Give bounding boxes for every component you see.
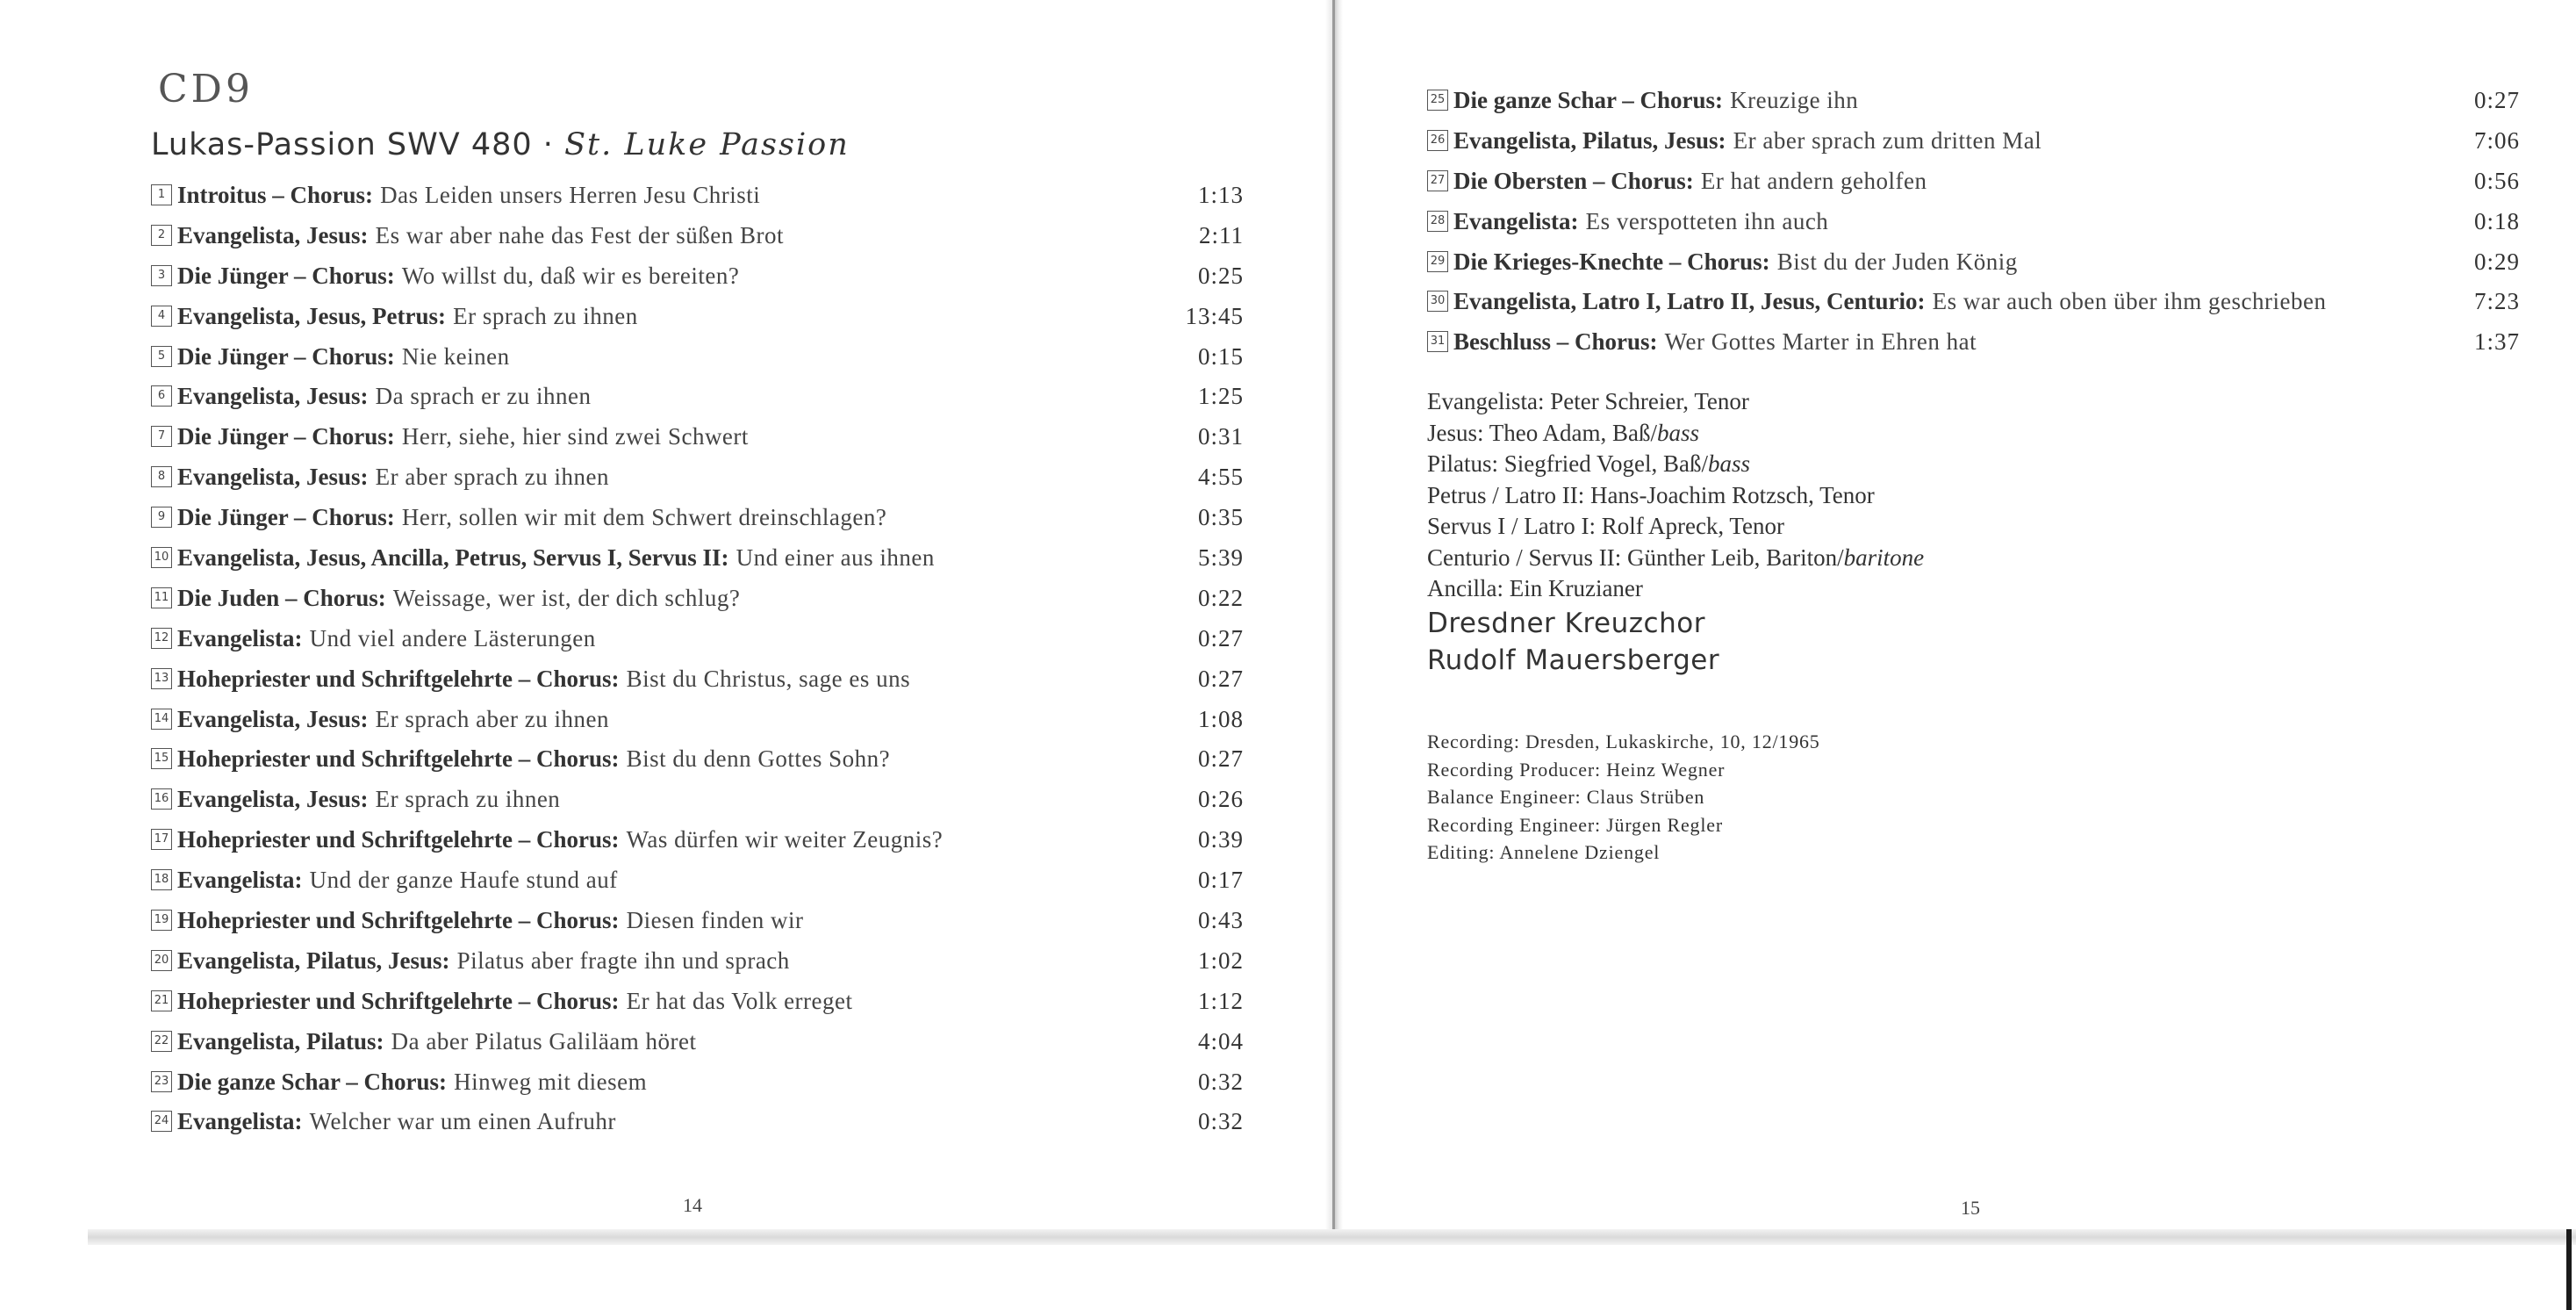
track-duration: 1:02 (1197, 947, 1244, 974)
track-text: Er hat andern geholfen (1700, 167, 1927, 194)
track-text: Er aber sprach zum dritten Mal (1733, 126, 2042, 154)
track-row (151, 381, 1244, 421)
track-number-box: 23 (151, 1071, 172, 1092)
cast-text: Ancilla: Ein Kruzianer (1427, 575, 1643, 601)
track-text: Pilatus aber fragte ihn und sprach (456, 947, 790, 974)
track-row (151, 583, 1244, 623)
track-duration: 0:39 (1197, 826, 1244, 853)
track-row (151, 301, 1244, 342)
track-roles: Evangelista, Jesus: (177, 705, 369, 732)
track-row (1427, 126, 2520, 166)
track-text: Da aber Pilatus Galiläam höret (391, 1027, 697, 1054)
track-duration: 0:25 (1197, 262, 1244, 289)
track-text: Es war aber nahe das Fest der süßen Brot (375, 221, 785, 248)
track-text: Was dürfen wir weiter Zeugnis? (626, 826, 944, 853)
track-number-box: 11 (151, 587, 172, 608)
track-number-box: 18 (151, 869, 172, 890)
track-row (151, 623, 1244, 664)
track-number-box: 26 (1427, 130, 1448, 151)
track-number-box: 14 (151, 709, 172, 730)
track-row (151, 784, 1244, 824)
cast-text: Pilatus: Siegfried Vogel, Baß/ (1427, 450, 1708, 477)
track-number-box: 1 (151, 184, 172, 205)
cast-text: Petrus / Latro II: Hans-Joachim Rotzsch, Tenor (1427, 481, 1875, 508)
track-roles: Evangelista: (1453, 207, 1579, 234)
track-duration: 0:27 (2473, 87, 2520, 113)
cast-voice-en: bass (1656, 419, 1699, 446)
track-roles: Evangelista, Latro I, Latro II, Jesus, Centurio: (1453, 288, 1926, 315)
track-number-box: 2 (151, 225, 172, 246)
track-row (151, 865, 1244, 905)
cast-line (1427, 480, 2217, 512)
track-roles: Evangelista: (177, 867, 303, 894)
track-text: Herr, sollen wir mit dem Schwert dreinschlagen? (401, 504, 887, 531)
track-duration: 0:27 (1197, 745, 1244, 773)
track-text: Herr, siehe, hier sind zwei Schwert (401, 423, 749, 450)
cast-line (1427, 573, 2217, 605)
track-number-box: 19 (151, 910, 172, 931)
track-text: Hinweg mit diesem (454, 1068, 648, 1095)
track-row (151, 543, 1244, 583)
track-row (151, 905, 1244, 946)
track-duration: 0:56 (2473, 167, 2520, 194)
track-text: Bist du der Juden König (1776, 248, 2018, 275)
credit-line: Balance Engineer: Claus Strüben (1427, 786, 1705, 808)
track-roles: Evangelista, Jesus, Ancilla, Petrus, Servus I, Servus II: (177, 544, 729, 572)
track-duration: 0:18 (2473, 207, 2520, 234)
cast-text: Evangelista: Peter Schreier, Tenor (1427, 388, 1749, 414)
track-number-box: 7 (151, 426, 172, 447)
cast-list (1427, 386, 2217, 679)
cast-line (1427, 449, 2217, 480)
track-duration: 0:22 (1197, 584, 1244, 611)
cast-text: Servus I / Latro I: Rolf Apreck, Tenor (1427, 513, 1785, 539)
track-number-box: 27 (1427, 170, 1448, 191)
track-duration: 0:35 (1197, 504, 1244, 531)
track-duration: 1:12 (1197, 987, 1244, 1014)
cast-line (1427, 386, 2217, 418)
track-row (151, 946, 1244, 986)
track-text: Bist du Christus, sage es uns (626, 665, 911, 692)
cast-line (1427, 418, 2217, 450)
page-edge (2566, 1229, 2572, 1310)
tracklist-left (151, 180, 1244, 1147)
track-text: Bist du denn Gottes Sohn? (626, 745, 891, 773)
track-duration: 0:31 (1197, 423, 1244, 450)
track-text: Und einer aus ihnen (735, 544, 935, 572)
track-roles: Evangelista, Pilatus: (177, 1027, 384, 1054)
track-roles: Evangelista, Jesus: (177, 383, 369, 410)
work-title (151, 127, 850, 162)
track-number-box: 21 (151, 990, 172, 1011)
track-row (151, 261, 1244, 301)
track-duration: 0:17 (1197, 867, 1244, 894)
track-row (151, 342, 1244, 382)
track-roles: Hohepriester und Schriftgelehrte – Chorus: (177, 987, 620, 1014)
track-number-box: 17 (151, 829, 172, 850)
track-roles: Evangelista, Pilatus, Jesus: (1453, 126, 1726, 154)
track-roles: Die Jünger – Chorus: (177, 423, 395, 450)
track-duration: 4:04 (1197, 1027, 1244, 1054)
track-duration: 0:32 (1197, 1068, 1244, 1095)
tracklist-right (1427, 85, 2520, 367)
credit-line: Recording Producer: Heinz Wegner (1427, 758, 1726, 781)
track-number-box: 4 (151, 306, 172, 327)
track-roles: Die Jünger – Chorus: (177, 504, 395, 531)
track-roles: Evangelista, Jesus, Petrus: (177, 302, 446, 329)
cast-text: Jesus: Theo Adam, Baß/ (1427, 419, 1657, 446)
track-number-box: 12 (151, 628, 172, 649)
track-number-box: 25 (1427, 90, 1448, 111)
track-duration: 0:43 (1197, 907, 1244, 934)
track-number-box: 15 (151, 748, 172, 769)
track-row (151, 744, 1244, 784)
track-roles: Hohepriester und Schriftgelehrte – Chorus: (177, 907, 620, 934)
track-number-box: 6 (151, 385, 172, 407)
track-text: Welcher war um einen Aufruhr (309, 1108, 616, 1135)
track-number-box: 8 (151, 466, 172, 487)
track-text: Es war auch oben über ihm geschrieben (1932, 288, 2327, 315)
track-text: Er hat das Volk erreget (626, 987, 853, 1014)
track-text: Wo willst du, daß wir es bereiten? (401, 262, 740, 289)
track-number-box: 3 (151, 265, 172, 286)
track-row (1427, 327, 2520, 367)
track-row (1427, 206, 2520, 247)
track-text: Da sprach er zu ihnen (375, 383, 592, 410)
track-number-box: 13 (151, 668, 172, 689)
track-row (151, 220, 1244, 261)
track-roles: Evangelista, Pilatus, Jesus: (177, 947, 450, 974)
work-title-german: Lukas-Passion SWV 480 (151, 127, 533, 162)
track-number-box: 16 (151, 788, 172, 810)
track-row (151, 421, 1244, 462)
track-text: Das Leiden unsers Herren Jesu Christi (380, 182, 761, 208)
track-duration: 0:32 (1197, 1108, 1244, 1135)
track-roles: Introitus – Chorus: (177, 182, 374, 208)
track-roles: Die Krieges-Knechte – Chorus: (1453, 248, 1770, 275)
track-text: Er sprach zu ihnen (375, 786, 561, 813)
track-row (1427, 286, 2520, 327)
cast-voice-en: baritone (1843, 543, 1925, 571)
track-row (151, 704, 1244, 745)
work-title-separator: · (542, 127, 554, 162)
track-duration: 0:29 (2473, 248, 2520, 275)
track-text: Er sprach aber zu ihnen (375, 705, 610, 732)
cast-text: Centurio / Servus II: Günther Leib, Bariton/ (1427, 543, 1844, 571)
track-row (151, 462, 1244, 502)
track-number-box: 20 (151, 950, 172, 971)
performer-name: Dresdner Kreuzchor (1427, 607, 1705, 639)
track-row (151, 180, 1244, 220)
page-number-left: 14 (683, 1194, 702, 1216)
track-roles: Die ganze Schar – Chorus: (1453, 87, 1723, 113)
track-roles: Hohepriester und Schriftgelehrte – Chorus: (177, 665, 620, 692)
track-roles: Evangelista: (177, 624, 303, 651)
track-number-box: 31 (1427, 331, 1448, 352)
cast-voice-en: bass (1708, 450, 1751, 477)
track-text: Nie keinen (401, 342, 510, 370)
track-text: Diesen finden wir (626, 907, 804, 934)
work-title-english: St. Luke Passion (564, 127, 850, 162)
track-number-box: 10 (151, 547, 172, 568)
track-roles: Die Obersten – Chorus: (1453, 167, 1694, 194)
track-duration: 13:45 (1185, 302, 1244, 329)
page-bottom-shadow (88, 1229, 2576, 1245)
track-text: Kreuzige ihn (1730, 87, 1859, 113)
credit-line: Editing: Annelene Dziengel (1427, 841, 1661, 863)
gutter-fold-line (1332, 0, 1335, 1234)
track-row (151, 1026, 1244, 1067)
track-row (151, 1106, 1244, 1147)
track-duration: 0:26 (1197, 786, 1244, 813)
track-row (1427, 85, 2520, 126)
track-roles: Evangelista, Jesus: (177, 464, 369, 491)
track-number-box: 30 (1427, 291, 1448, 312)
track-roles: Die Juden – Chorus: (177, 584, 386, 611)
track-roles: Hohepriester und Schriftgelehrte – Chorus: (177, 745, 620, 773)
track-text: Wer Gottes Marter in Ehren hat (1664, 328, 1977, 356)
credit-line: Recording Engineer: Jürgen Regler (1427, 813, 1723, 836)
track-number-box: 29 (1427, 251, 1448, 272)
track-row (1427, 247, 2520, 287)
track-row (151, 664, 1244, 704)
track-text: Und viel andere Lästerungen (309, 624, 596, 651)
track-duration: 4:55 (1197, 464, 1244, 491)
track-roles: Die ganze Schar – Chorus: (177, 1068, 447, 1095)
track-number-box: 24 (151, 1111, 172, 1132)
track-number-box: 28 (1427, 211, 1448, 232)
track-row (151, 1067, 1244, 1107)
track-number-box: 5 (151, 346, 172, 367)
track-duration: 1:08 (1197, 705, 1244, 732)
track-duration: 0:27 (1197, 665, 1244, 692)
track-text: Er aber sprach zu ihnen (375, 464, 610, 491)
track-text: Er sprach zu ihnen (453, 302, 638, 329)
track-roles: Die Jünger – Chorus: (177, 342, 395, 370)
track-row (151, 824, 1244, 865)
recording-credits (1427, 729, 1820, 867)
track-roles: Evangelista, Jesus: (177, 786, 369, 813)
credit-line: Recording: Dresden, Lukaskirche, 10, 12/1965 (1427, 731, 1820, 752)
track-number-box: 9 (151, 507, 172, 528)
track-duration: 2:11 (1199, 221, 1244, 248)
page-number-right: 15 (1961, 1197, 1980, 1219)
track-text: Es verspotteten ihn auch (1585, 207, 1829, 234)
cast-line (1427, 511, 2217, 543)
track-text: Und der ganze Haufe stund auf (309, 867, 618, 894)
track-roles: Beschluss – Chorus: (1453, 328, 1658, 356)
track-row (151, 502, 1244, 543)
track-duration: 1:25 (1197, 383, 1244, 410)
performer-name: Rudolf Mauersberger (1427, 644, 1720, 676)
left-page (0, 0, 1325, 1229)
track-roles: Hohepriester und Schriftgelehrte – Chorus: (177, 826, 620, 853)
track-row (151, 986, 1244, 1026)
track-text: Weissage, wer ist, der dich schlug? (392, 584, 741, 611)
track-duration: 0:27 (1197, 624, 1244, 651)
track-roles: Evangelista: (177, 1108, 303, 1135)
track-duration: 7:23 (2473, 288, 2520, 315)
track-roles: Evangelista, Jesus: (177, 221, 369, 248)
track-duration: 1:37 (2473, 328, 2520, 356)
track-row (1427, 166, 2520, 206)
track-number-box: 22 (151, 1031, 172, 1052)
track-duration: 0:15 (1197, 342, 1244, 370)
track-duration: 1:13 (1197, 182, 1244, 208)
cd-label: CD9 (158, 67, 254, 112)
track-duration: 7:06 (2473, 126, 2520, 154)
track-duration: 5:39 (1197, 544, 1244, 572)
track-roles: Die Jünger – Chorus: (177, 262, 395, 289)
cast-line (1427, 543, 2217, 574)
